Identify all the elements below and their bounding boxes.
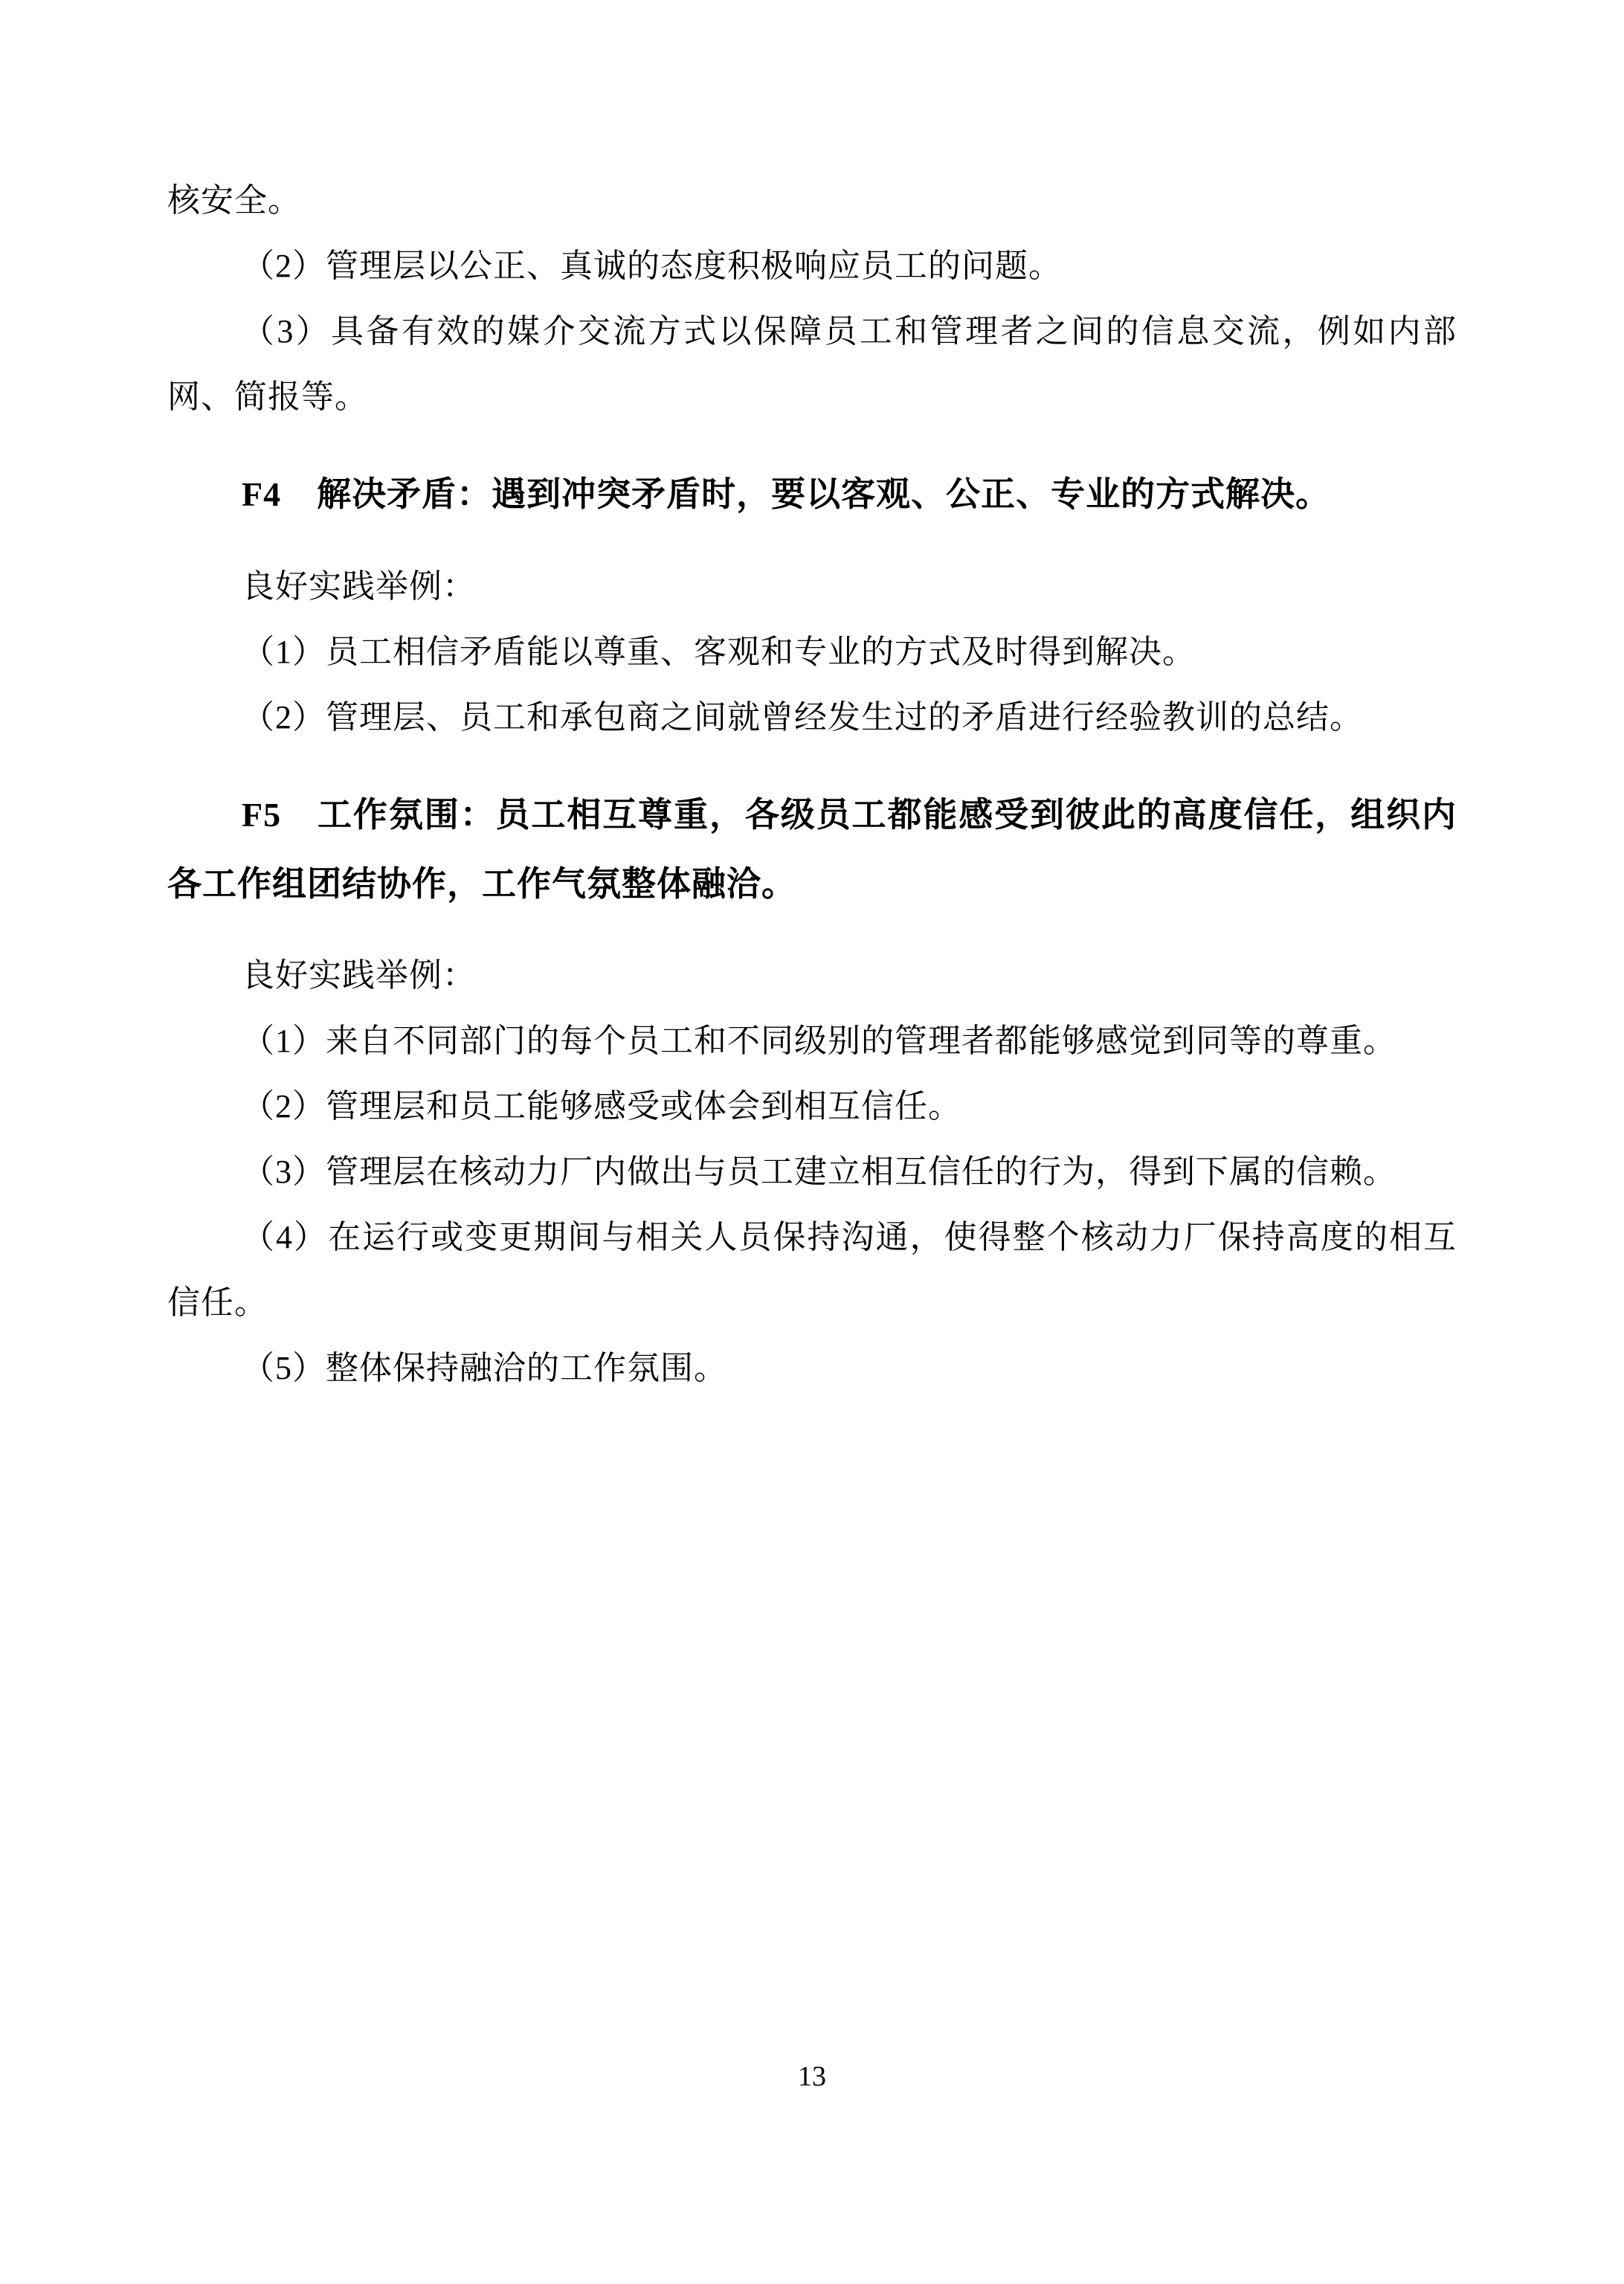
f4-example-1: （1）员工相信矛盾能以尊重、客观和专业的方式及时得到解决。 (242, 634, 1196, 670)
f5-example-4: （4）在运行或变更期间与相关人员保持沟通，使得整个核动力厂保持高度的相互信任。 (167, 1219, 1457, 1321)
section-title-f5: 工作氛围：员工相互尊重，各级员工都能感受到彼此的高度信任，组织内各工作组团结协作，工作气氛整体融洽。 (167, 795, 1457, 903)
f4-example-2: （2）管理层、员工和承包商之间就曾经发生过的矛盾进行经验教训的总结。 (242, 699, 1363, 736)
section-heading-f5 (167, 780, 1457, 918)
examples-label-f5: 良好实践举例： (242, 957, 476, 994)
section-heading-f4 (167, 460, 1457, 529)
section-title-f4: 解决矛盾：遇到冲突矛盾时，要以客观、公正、专业的方式解决。 (317, 475, 1331, 513)
f5-example-3: （3）管理层在核动力厂内做出与员工建立相互信任的行为，得到下属的信赖。 (242, 1154, 1396, 1190)
page-content (167, 168, 1457, 1401)
page-number: 13 (798, 2061, 826, 2092)
examples-label-f4: 良好实践举例： (242, 568, 476, 605)
paragraph-continuation: 核安全。 (167, 182, 301, 219)
section-id-f5: F5 (242, 796, 282, 834)
f5-example-1: （1）来自不同部门的每个员工和不同级别的管理者都能够感觉到同等的尊重。 (242, 1023, 1396, 1059)
f5-example-2: （2）管理层和员工能够感受或体会到相互信任。 (242, 1088, 961, 1125)
list-item-pre-3: （3）具备有效的媒介交流方式以保障员工和管理者之间的信息交流，例如内部网、简报等。 (167, 313, 1457, 415)
section-id-f4: F4 (242, 475, 282, 513)
f5-example-5: （5）整体保持融洽的工作氛围。 (242, 1350, 727, 1386)
list-item-pre-2: （2）管理层以公正、真诚的态度积极响应员工的问题。 (242, 248, 1062, 284)
